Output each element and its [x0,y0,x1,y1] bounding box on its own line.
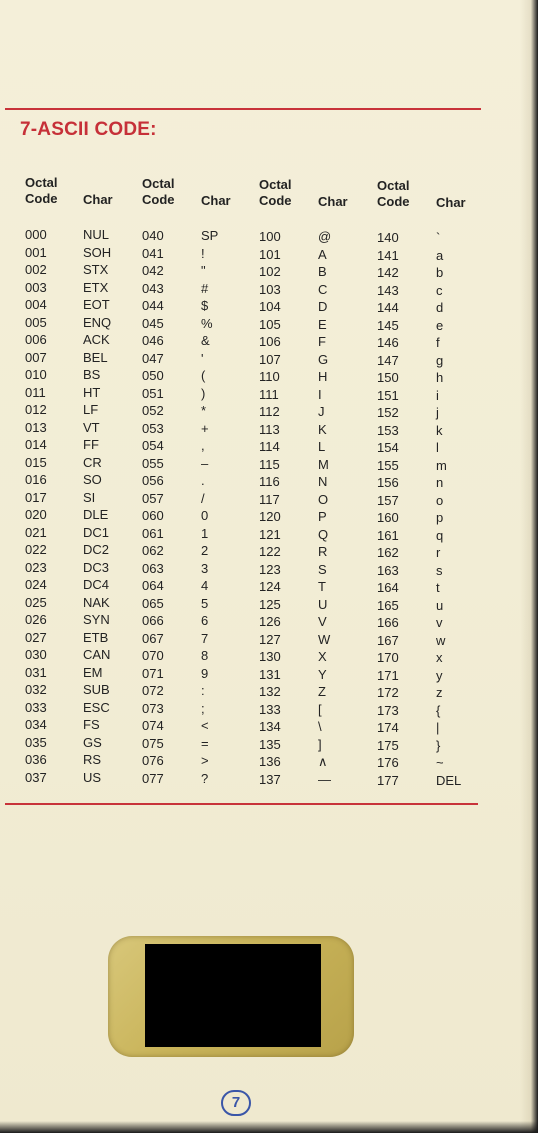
char-cell: S [318,561,327,577]
octal-code-cell: 136 [259,754,281,769]
char-cell: ; [201,700,205,716]
octal-code-cell: 012 [25,402,47,417]
octal-code-cell: 047 [142,350,164,366]
char-cell: j [436,405,439,420]
octal-code-cell: 035 [25,734,47,750]
char-cell: 9 [201,665,209,681]
char-cell: s [436,562,443,578]
octal-code-cell: 165 [377,597,399,613]
octal-code-cell: 055 [142,455,164,471]
char-cell: R [318,544,328,559]
char-cell: p [436,510,444,525]
char-cell: 6 [201,613,209,628]
octal-code-cell: 125 [259,596,281,612]
char-cell: A [318,246,327,262]
char-cell: + [201,420,209,436]
octal-code-cell: 176 [377,755,399,770]
octal-code-cell: 052 [142,403,164,418]
char-cell: i [436,387,439,403]
octal-code-cell: 170 [377,650,399,665]
char-cell: x [436,650,443,665]
octal-code-cell: 131 [259,666,281,682]
octal-code-cell: 077 [142,770,164,786]
char-cell: RS [83,752,102,767]
char-cell: 5 [201,595,209,611]
octal-code-cell: 101 [259,246,281,262]
octal-code-cell: 161 [377,527,399,543]
octal-code-cell: 163 [377,562,399,578]
octal-code-cell: 066 [142,613,164,628]
octal-code-cell: 064 [142,578,164,593]
char-cell: u [436,597,444,613]
octal-code-cell: 037 [25,769,47,785]
char-cell: NUL [83,227,110,242]
char-cell: c [436,282,443,298]
page-bottom-shadow [0,1121,538,1133]
octal-code-cell: 116 [259,474,280,489]
octal-code-cell: 015 [25,454,47,470]
octal-code-cell: 005 [25,314,47,330]
char-cell: } [436,737,441,753]
octal-code-cell: 100 [259,229,281,244]
char-cell: = [201,735,209,751]
octal-code-cell: 160 [377,510,399,525]
octal-code-cell: 002 [25,262,47,277]
char-cell: 2 [201,543,209,558]
octal-code-cell: 172 [377,685,399,700]
char-cell: DC2 [83,542,110,557]
octal-code-cell: 020 [25,507,47,522]
octal-code-cell: 141 [377,247,399,263]
char-cell: . [201,473,205,488]
octal-code-cell: 061 [142,525,164,541]
char-cell: b [436,265,444,280]
octal-code-cell: 043 [142,280,164,296]
octal-code-cell: 127 [259,631,281,647]
octal-code-cell: 146 [377,335,399,350]
char-cell: U [318,596,328,612]
octal-code-cell: 056 [142,473,164,488]
char-cell: > [201,753,209,768]
char-cell: G [318,351,329,367]
octal-code-cell: 171 [377,667,399,683]
octal-code-cell: 026 [25,612,47,627]
char-cell: V [318,614,327,629]
char-cell: ' [201,350,204,366]
char-cell: F [318,334,326,349]
char-cell: ? [201,770,209,786]
octal-code-cell: 036 [25,752,47,767]
char-cell: " [201,263,206,278]
char-cell: BS [83,367,101,382]
char-cell: g [436,352,444,368]
char-cell: : [201,683,205,698]
char-cell: SP [201,228,219,243]
octal-code-cell: 060 [142,508,164,523]
octal-code-cell: 121 [259,526,281,542]
char-cell: # [201,280,209,296]
octal-code-cell: 166 [377,615,399,630]
char-cell: 1 [201,525,209,541]
octal-code-cell: 144 [377,300,399,315]
char-cell: EM [83,664,103,680]
char-cell: k [436,422,443,438]
char-cell: w [436,632,446,648]
char-cell: US [83,769,102,785]
octal-code-cell: 102 [259,264,281,279]
octal-code-cell: 024 [25,577,47,592]
char-cell: P [318,509,327,524]
octal-code-cell: 135 [259,736,281,752]
char-cell: ( [201,368,206,383]
octal-code-cell: 115 [259,456,280,472]
char-cell: DEL [436,772,462,788]
octal-code-cell: 016 [25,472,47,487]
char-cell: z [436,685,443,700]
char-cell: % [201,315,213,331]
octal-code-cell: 007 [25,349,47,365]
octal-code-cell: 072 [142,683,164,698]
char-cell: – [201,455,209,471]
octal-code-cell: 143 [377,282,399,298]
octal-code-cell: 062 [142,543,164,558]
octal-code-cell: 142 [377,265,399,280]
octal-code-cell: 022 [25,542,47,557]
octal-code-cell: 137 [259,771,281,787]
char-cell: D [318,299,328,314]
octal-code-cell: 025 [25,594,47,610]
char-cell: SO [83,472,102,487]
octal-code-cell: 010 [25,367,47,382]
char-cell: ! [201,245,205,261]
octal-code-cell: 132 [259,684,281,699]
char-cell: NAK [83,594,110,610]
char-cell: DC4 [83,577,110,592]
octal-code-cell: 045 [142,315,164,331]
octal-code-cell: 117 [259,491,280,507]
octal-code-cell: 106 [259,334,281,349]
char-cell: \ [318,719,322,734]
octal-code-cell: 053 [142,420,164,436]
char-cell: SYN [83,612,110,627]
octal-code-cell: 044 [142,298,164,313]
octal-code-cell: 034 [25,717,47,732]
char-cell: E [318,316,327,332]
char-cell: * [201,403,207,418]
octal-code-cell: 001 [25,244,47,260]
char-cell: < [201,718,209,733]
char-cell: ` [436,230,441,245]
octal-code-cell: 075 [142,735,164,751]
octal-code-cell: 173 [377,702,399,718]
octal-code-cell: 051 [142,385,164,401]
redaction-box [145,944,321,1047]
char-cell: 7 [201,630,209,646]
char-cell: 0 [201,508,209,523]
char-cell: r [436,545,441,560]
octal-code-cell: 156 [377,475,399,490]
page-number: 7 [221,1090,251,1116]
octal-code-cell: 120 [259,509,281,524]
octal-code-cell: 031 [25,664,47,680]
octal-code-cell: 151 [377,387,399,403]
char-cell: SUB [83,682,110,697]
char-cell: VT [83,419,100,435]
char-cell: t [436,580,440,595]
octal-code-cell: 110 [259,369,280,384]
octal-code-cell: 145 [377,317,399,333]
column-header-char: Char [83,192,113,207]
octal-code-cell: 041 [142,245,164,261]
octal-code-cell: 073 [142,700,164,716]
octal-code-cell: 003 [25,279,47,295]
octal-code-cell: 130 [259,649,281,664]
octal-code-cell: 134 [259,719,281,734]
octal-code-cell: 050 [142,368,164,383]
char-cell: ETB [83,629,109,645]
octal-code-cell: 154 [377,440,399,455]
char-cell: DC1 [83,524,110,540]
char-cell: L [318,439,326,454]
octal-code-cell: 006 [25,332,47,347]
octal-code-cell: 000 [25,227,47,242]
page-title: 7-ASCII CODE: [20,119,157,140]
char-cell: , [201,438,205,453]
octal-code-cell: 147 [377,352,399,368]
octal-code-cell: 104 [259,299,281,314]
octal-code-cell: 155 [377,457,399,473]
octal-code-cell: 021 [25,524,47,540]
column-header-char: Char [201,193,231,208]
char-cell: d [436,300,444,315]
char-cell: GS [83,734,102,750]
char-cell: ESC [83,699,110,715]
char-cell: [ [318,701,322,717]
char-cell: I [318,386,322,402]
char-cell: SOH [83,244,112,260]
char-cell: ETX [83,279,109,295]
char-cell: o [436,492,444,508]
char-cell: & [201,333,210,348]
octal-code-cell: 112 [259,404,280,419]
column-header-octal-code: Octal Code [142,176,175,207]
octal-code-cell: 123 [259,561,281,577]
char-cell: SI [83,489,96,505]
char-cell: | [436,720,440,735]
char-cell: EOT [83,297,110,312]
octal-code-cell: 174 [377,720,399,735]
char-cell: ) [201,385,206,401]
char-cell: N [318,474,328,489]
octal-code-cell: 114 [259,439,280,454]
octal-code-cell: 014 [25,437,47,452]
octal-code-cell: 046 [142,333,164,348]
bottom-rule [5,803,478,805]
char-cell: / [201,490,205,506]
column-header-octal-code: Octal Code [25,175,58,206]
octal-code-cell: 070 [142,648,164,663]
char-cell: v [436,615,443,630]
char-cell: e [436,317,444,333]
octal-code-cell: 033 [25,699,47,715]
char-cell: ACK [83,332,110,347]
octal-code-cell: 150 [377,370,399,385]
octal-code-cell: 067 [142,630,164,646]
octal-code-cell: 162 [377,545,399,560]
char-cell: h [436,370,444,385]
char-cell: T [318,579,326,594]
char-cell: X [318,649,327,664]
char-cell: B [318,264,327,279]
column-header-octal-code: Octal Code [377,178,410,209]
octal-code-cell: 167 [377,632,399,648]
char-cell: y [436,667,443,683]
char-cell: 3 [201,560,209,576]
octal-code-cell: 071 [142,665,164,681]
octal-code-cell: 013 [25,419,47,435]
octal-code-cell: 175 [377,737,399,753]
octal-code-cell: 113 [259,421,280,437]
octal-code-cell: 040 [142,228,164,243]
char-cell: Q [318,526,329,542]
char-cell: CR [83,454,102,470]
octal-code-cell: 074 [142,718,164,733]
char-cell: O [318,491,329,507]
char-cell: Z [318,684,326,699]
octal-code-cell: 177 [377,772,399,788]
char-cell: a [436,247,444,263]
char-cell: l [436,440,439,455]
char-cell: DC3 [83,559,110,575]
char-cell: CAN [83,647,111,662]
octal-code-cell: 140 [377,230,399,245]
char-cell: q [436,527,444,543]
char-cell: BEL [83,349,108,365]
octal-code-cell: 164 [377,580,399,595]
char-cell: H [318,369,328,384]
char-cell: DLE [83,507,109,522]
octal-code-cell: 124 [259,579,281,594]
octal-code-cell: 103 [259,281,281,297]
octal-code-cell: 057 [142,490,164,506]
octal-code-cell: 157 [377,492,399,508]
char-cell: STX [83,262,109,277]
octal-code-cell: 063 [142,560,164,576]
octal-code-cell: 032 [25,682,47,697]
octal-code-cell: 111 [259,386,279,402]
octal-code-cell: 105 [259,316,281,332]
char-cell: W [318,631,331,647]
char-cell: f [436,335,440,350]
char-cell: M [318,456,329,472]
char-cell: FS [83,717,100,732]
column-header-octal-code: Octal Code [259,177,292,208]
char-cell: ~ [436,755,444,770]
octal-code-cell: 011 [25,384,46,400]
char-cell: C [318,281,328,297]
octal-code-cell: 122 [259,544,281,559]
char-cell: m [436,457,447,473]
char-cell: n [436,475,444,490]
octal-code-cell: 152 [377,405,399,420]
column-header-char: Char [436,195,466,210]
octal-code-cell: 027 [25,629,47,645]
octal-code-cell: 065 [142,595,164,611]
char-cell: @ [318,229,332,244]
char-cell: ] [318,736,322,752]
octal-code-cell: 126 [259,614,281,629]
char-cell: ∧ [318,754,328,769]
char-cell: LF [83,402,99,417]
octal-code-cell: 004 [25,297,47,312]
char-cell: J [318,404,325,419]
octal-code-cell: 107 [259,351,281,367]
char-cell: { [436,702,441,718]
char-cell: 8 [201,648,209,663]
char-cell: Y [318,666,327,682]
char-cell: K [318,421,327,437]
octal-code-cell: 042 [142,263,164,278]
char-cell: 4 [201,578,209,593]
octal-code-cell: 023 [25,559,47,575]
octal-code-cell: 076 [142,753,164,768]
octal-code-cell: 153 [377,422,399,438]
char-cell: $ [201,298,209,313]
char-cell: ENQ [83,314,112,330]
octal-code-cell: 017 [25,489,47,505]
char-cell: HT [83,384,101,400]
octal-code-cell: 054 [142,438,164,453]
char-cell: FF [83,437,99,452]
octal-code-cell: 030 [25,647,47,662]
column-header-char: Char [318,194,348,209]
char-cell: — [318,771,331,787]
octal-code-cell: 133 [259,701,281,717]
